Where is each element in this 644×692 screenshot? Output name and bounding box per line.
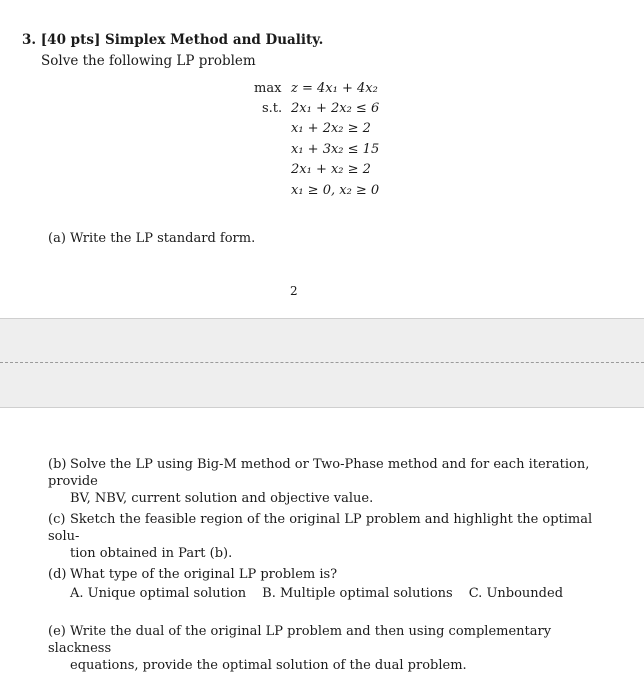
part-b-label: (b)	[48, 457, 67, 472]
part-a-label: (a)	[48, 231, 66, 246]
part-c	[48, 511, 608, 562]
part-b-line1: Solve the LP using Big-M method or Two-Phase method and for each iteration, provide	[48, 457, 590, 489]
objective-function: z = 4x₁ + 4x₂	[291, 81, 378, 96]
part-e-line2: equations, provide the optimal solution of the dual problem.	[70, 658, 467, 673]
choice-b: B. Multiple optimal solutions	[262, 586, 453, 601]
choice-a: A. Unique optimal solution	[70, 586, 247, 601]
part-c-line2: tion obtained in Part (b).	[70, 546, 233, 561]
part-b-line2: BV, NBV, current solution and objective value.	[70, 491, 374, 506]
part-a-text: Write the LP standard form.	[70, 231, 256, 246]
constraint-1: 2x₁ + 2x₂ ≤ 6	[291, 101, 380, 116]
part-d-label: (d)	[48, 567, 67, 582]
part-c-line1: Sketch the feasible region of the original LP problem and highlight the optimal solu-	[48, 512, 593, 544]
part-d-choices	[48, 585, 608, 602]
page-break-band	[0, 318, 644, 408]
constraint-4: 2x₁ + x₂ ≥ 2	[291, 162, 371, 177]
part-e	[48, 623, 608, 674]
constraint-3: x₁ + 3x₂ ≤ 15	[291, 142, 380, 157]
part-b	[48, 456, 608, 507]
constraint-2: x₁ + 2x₂ ≥ 2	[291, 121, 371, 136]
page-number: 2	[290, 284, 298, 298]
part-d	[48, 566, 608, 602]
subject-to-label: s.t.	[262, 101, 283, 116]
nonnegativity-constraint: x₁ ≥ 0, x₂ ≥ 0	[291, 183, 380, 198]
max-label: max	[254, 81, 282, 96]
part-a	[48, 230, 255, 247]
problem-title: 3. [40 pts] Simplex Method and Duality.	[22, 32, 324, 48]
choice-c: C. Unbounded	[468, 586, 564, 601]
part-d-text: What type of the original LP problem is?	[70, 567, 338, 582]
problem-intro: Solve the following LP problem	[41, 53, 256, 69]
part-e-line1: Write the dual of the original LP problem and then using complementary slackness	[48, 624, 552, 656]
part-c-label: (c)	[48, 512, 66, 527]
part-e-label: (e)	[48, 624, 66, 639]
page-break-dashed-line	[0, 362, 644, 363]
